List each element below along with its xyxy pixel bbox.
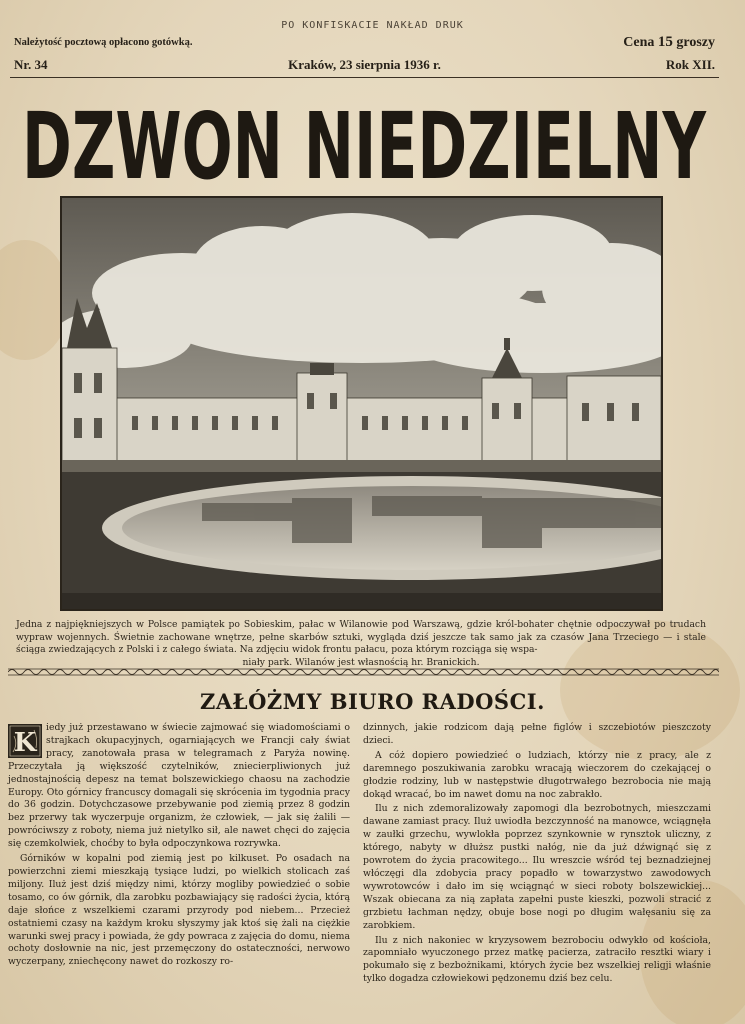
postage-note: Należytość pocztową opłacono gotówką. <box>14 37 193 48</box>
article-column-1 <box>8 722 350 971</box>
article-text: iedy już przestawano w świecie zajmować się wiadomościami o strajkach okupacyjnych, ogarniających we Francji cały świat pracy, zanotowała prasa w telegramach z Paryża nowinę. Przeczytała ją większość czytelników, zniecierpliwionych już jednostajnością depesz na temat bolszewickiego chaosu na zachodzie Europy. Oto górnicy francuscy domagali się skrócenia im tygodnia pracy do 36 godzin. Dotychczasowe przebywanie pod ziemią przez 8 godzin bez przerwy tak wyczerpuje organizm, że człowiek, — jak się żalili — powróciwszy z roboty, niema już nietylko sił, ale nawet chęci do zajęcia się czemkolwiek, choćby to była odpoczynkowa rozrywka. <box>8 722 350 850</box>
price <box>623 34 715 51</box>
wilanow-palace-photo <box>60 196 663 611</box>
article-paragraph: Ilu z nich nakoniec w kryzysowem bezrobociu odwykło od kościoła, zapomniało wyuczonego przez matkę pacierza, zatraciło resztki wiary i pokumało się z bezbożnikami, których życie bez wszelkiej religji właśnie tylko dogadza człowiekowi pędzonemu dziś bez celu. <box>363 934 711 985</box>
article-paragraph <box>8 722 350 851</box>
photo-caption-last-line: niały park. Wilanów jest własnością hr. Branickich. <box>242 656 480 668</box>
place-date: Kraków, 23 sierpnia 1936 r. <box>288 57 441 72</box>
photo-caption <box>16 619 706 669</box>
volume-year: Rok XII. <box>665 57 715 72</box>
masthead-title: DZWON NIEDZIELNY <box>22 93 707 192</box>
drop-cap <box>8 724 42 758</box>
price-unit: groszy <box>676 35 715 50</box>
photo-caption-text: Jedna z najpiękniejszych w Polsce pamiątek po Sobieskim, pałac w Wilanowie pod Warszawą, gdzie król-bohater chętnie odpoczywał po trudach wypraw wojennych. Świetnie zachowane wnętrze, pełne skarbów sztuki, wygląda dziś jeszcze tak samo jak za czasów Jana Trzeciego — i stale ściąga zwiedzających z Polski i z całego świata. Na zdjęciu widok frontu pałacu, poza którym rozciąga się wspa- <box>16 619 706 655</box>
article-paragraph: A cóż dopiero powiedzieć o ludziach, którzy nie z pracy, ale z daremnego poszukiwania zarobku wracają wieczorem do czekającej o głodzie rodziny, lub w następstwie długotrwałego bezrobocia nie mają dokąd wracać, bo im nawet domu na noc zabrakło. <box>363 749 711 800</box>
issue-number: Nr. 34 <box>14 57 48 72</box>
article-paragraph: Ilu z nich zdemoralizowały zapomogi dla bezrobotnych, mieszczami dawane zamiast pracy. Iluż uwiodła bezczynność na manowce, wciągnęła w zaułki grzechu, wywlokła poprzez szynkownie w rynsztok uliczny, z którego, nabyty w dłuższ pustki nałóg, nie da już dźwignąć się z powrotem do życia pracowitego... Ilu wreszcie wśród tej beznadziejnej włóczęgi dla zdobycia pracy popadło w towarzystwo zawodowych wywrotowców i dało im się wciągnąć w sieci roboty bolszewickiej... Wszak obiecana za nią zapłata zapełni puste kieszki, pozwoli stracić z grzbietu łachman nędzy, obuje bose nogi po długim wałęsaniu się za zarobkiem. <box>363 803 711 931</box>
drop-cap-letter: K <box>13 728 37 758</box>
article-paragraph: Górników w kopalni pod ziemią jest po kilkuset. Po osadach na powierzchni ziemi mieszkają tysiące ludzi, po wielkich stolicach zaś miljony. Iluż jest dziś między nimi, którzy mogliby powiedzieć o sobie tosamo, co ów górnik, dla zarobku pozbawiający się radości życia, którą daje słońce z wszelkiemi czarami przyrody pod niebem... Przecież ostatniemi czasy na każdym kroku słyszymy jak ktoś się żali na ciężkie warunki swej pracy i powiada, że gdy powraca z zajęcia do domu, niema ochoty dosłownie na nic, jest przemęczony do ostateczności, nerwowo wyczerpany, zniechęcony nawet do rozkoszy ro- <box>8 853 350 968</box>
price-label: Cena <box>623 35 655 50</box>
price-value: 15 <box>657 34 673 50</box>
article-column-2 <box>363 722 711 988</box>
masthead <box>14 72 714 192</box>
ornamental-divider <box>8 667 719 677</box>
confiscation-stamp: PO KONFISKACIE NAKŁAD DRUK <box>281 20 464 31</box>
article-headline: ZAŁÓŻMY BIURO RADOŚCI. <box>200 689 545 714</box>
article-paragraph: dzinnych, jakie rodzicom dają pełne figlów i szczebiotów pieszczoty dzieci. <box>363 722 711 746</box>
